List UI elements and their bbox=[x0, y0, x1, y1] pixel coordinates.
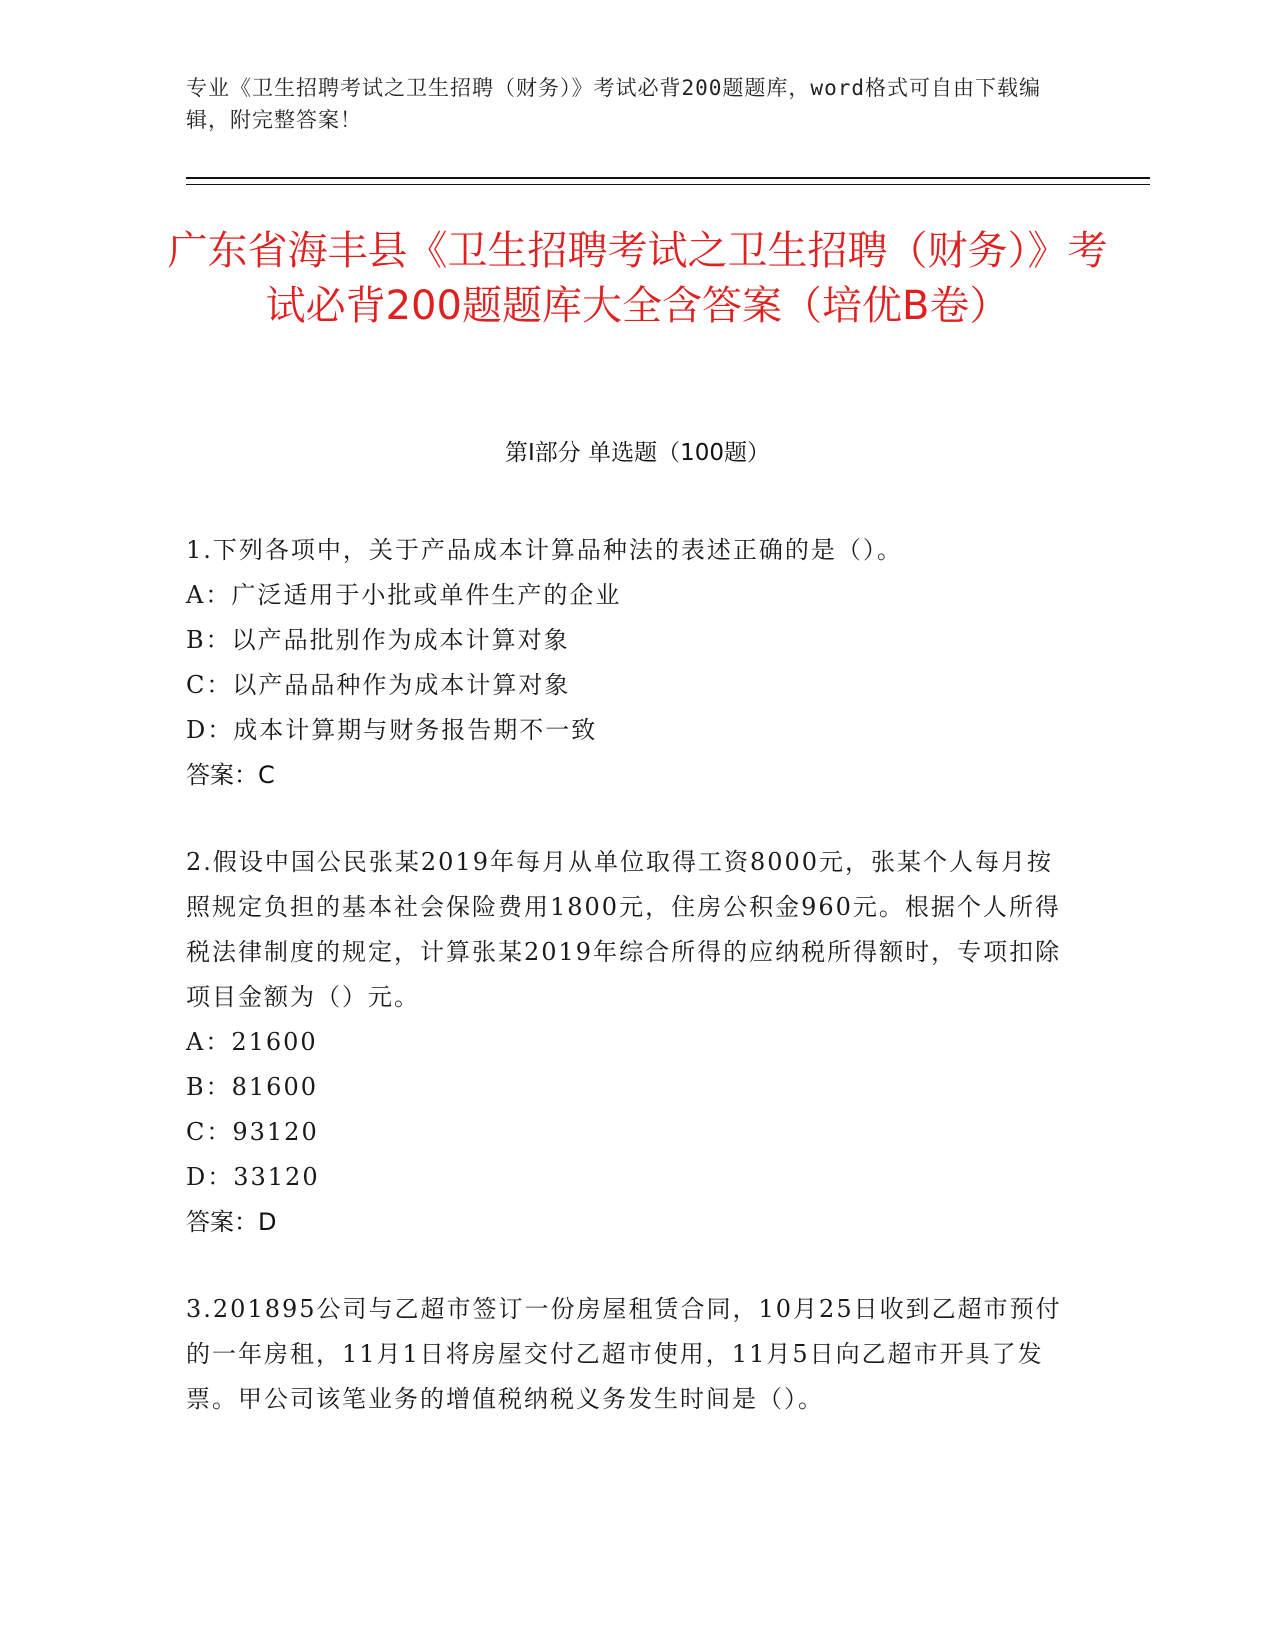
option-b: B：81600 bbox=[186, 1073, 318, 1101]
question-stem: 1.下列各项中，关于产品成本计算品种法的表述正确的是（）。 bbox=[186, 536, 903, 564]
answer: 答案：D bbox=[186, 1208, 277, 1236]
question-2 bbox=[186, 840, 1066, 1245]
option-b: B：以产品批别作为成本计算对象 bbox=[186, 626, 570, 654]
header-rule-thick bbox=[186, 177, 1150, 179]
question-list bbox=[186, 528, 1066, 1464]
option-a: A：21600 bbox=[186, 1028, 318, 1056]
header-rule-thin bbox=[186, 184, 1150, 185]
option-a: A：广泛适用于小批或单件生产的企业 bbox=[186, 581, 622, 609]
question-stem: 3.201895公司与乙超市签订一份房屋租赁合同，10月25日收到乙超市预付的一年房租，11月1日将房屋交付乙超市使用，11月5日向乙超市开具了发票。甲公司该笔业务的增值税纳税义务发生时间是（）。 bbox=[186, 1295, 1062, 1413]
answer: 答案：C bbox=[186, 761, 275, 789]
document-title: 广东省海丰县《卫生招聘考试之卫生招聘（财务）》考试必背200题题库大全含答案（培优B卷） bbox=[167, 228, 1108, 329]
option-c: C：93120 bbox=[186, 1118, 319, 1146]
section-heading: 第I部分 单选题（100题） bbox=[505, 440, 770, 466]
option-d: D：成本计算期与财务报告期不一致 bbox=[186, 716, 598, 744]
option-d: D：33120 bbox=[186, 1163, 320, 1191]
question-1 bbox=[186, 528, 1066, 798]
option-c: C：以产品品种作为成本计算对象 bbox=[186, 671, 571, 699]
question-stem: 2.假设中国公民张某2019年每月从单位取得工资8000元，张某个人每月按照规定负担的基本社会保险费用1800元，住房公积金960元。根据个人所得税法律制度的规定，计算张某2019年综合所得的应纳税所得额时，专项扣除项目金额为（）元。 bbox=[186, 848, 1062, 1011]
header-note: 专业《卫生招聘考试之卫生招聘（财务）》考试必背200题题库，word格式可自由下载编辑，附完整答案！ bbox=[186, 76, 1041, 132]
question-3 bbox=[186, 1287, 1066, 1422]
